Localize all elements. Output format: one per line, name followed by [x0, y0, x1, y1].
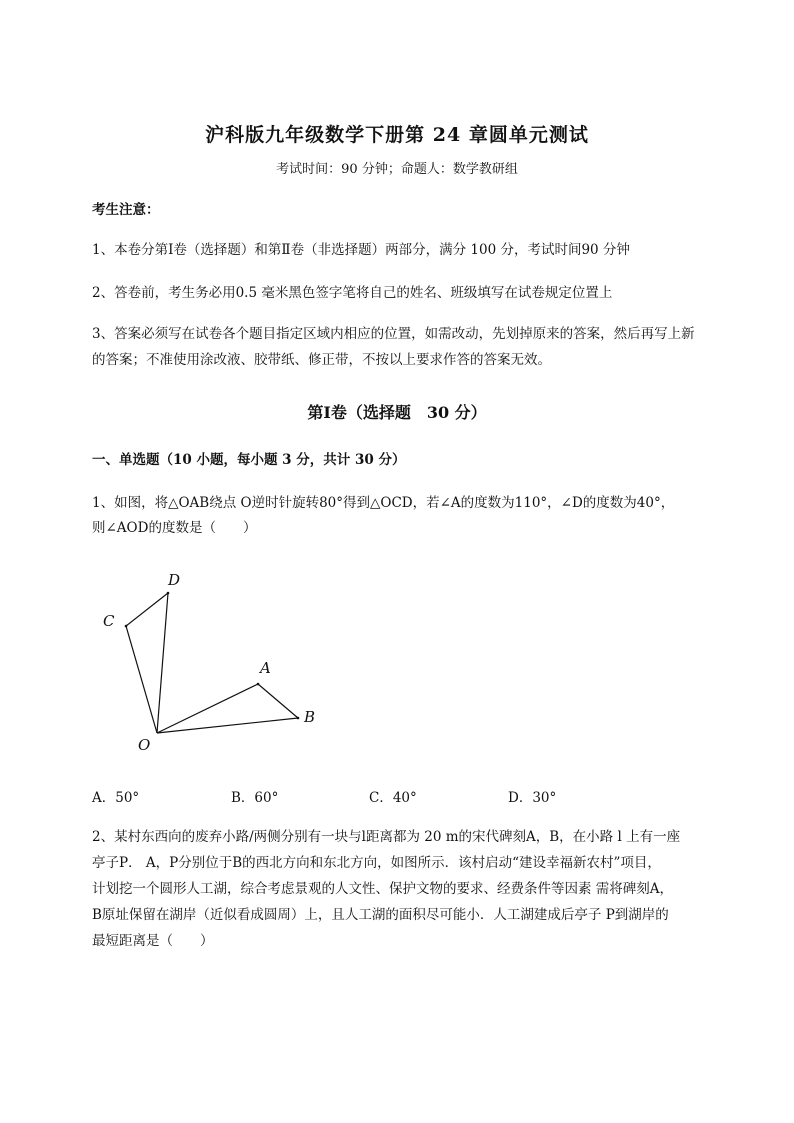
label-a: A [260, 659, 271, 677]
segment-od [157, 593, 168, 733]
notice-item-3-cont: 的答案；不准使用涂改液、胶带纸、修正带，不按以上要求作答的答案无效。 [92, 352, 551, 368]
label-o: O [138, 736, 151, 754]
segment-oa [157, 684, 258, 733]
question-2-line-2: 亭子P． A，P分别位于B的西北方向和东北方向，如图所示．该村启动“建设幸福新农村”项目， [92, 855, 661, 871]
question-2-line-4: B原址保留在湖岸（近似看成圆周）上，且人工湖的面积尽可能小．人工湖建成后亭子 P到湖岸的 [92, 907, 669, 923]
option-c: C．40° [369, 790, 417, 806]
segment-ab [258, 684, 298, 718]
rotation-triangle-figure [90, 560, 340, 760]
option-a: A．50° [92, 790, 140, 806]
part-heading: 一、单选题（10 小题，每小题 3 分，共计 30 分） [92, 452, 406, 468]
question-2-line-5: 最短距离是（ ） [92, 933, 214, 949]
label-b: B [304, 708, 316, 726]
segment-bo [157, 718, 298, 733]
question-1-line-1: 1、如图，将△OAB绕点 O逆时针旋转80°得到△OCD，若∠A的度数为110°，∠D的度数为40°， [92, 495, 675, 511]
question-2-line-3: 计划挖一个圆形人工湖，综合考虑景观的人文性、保护文物的要求、经费条件等因素 需将碑刻A， [92, 881, 674, 897]
notice-item-1: 1、本卷分第Ⅰ卷（选择题）和第Ⅱ卷（非选择题）两部分，满分 100 分，考试时间90 分钟 [92, 242, 630, 258]
option-b: B．60° [231, 790, 279, 806]
option-d: D．30° [508, 790, 557, 806]
question-2-line-1: 2、某村东西向的废弃小路/两侧分别有一块与l距离都为 20 m的宋代碑刻A，B，在小路 l 上有一座 [92, 829, 681, 845]
label-c: C [103, 612, 115, 630]
notice-item-3: 3、答案必须写在试卷各个题目指定区域内相应的位置，如需改动，先划掉原来的答案，然后再写上新 [92, 326, 695, 342]
exam-info: 考试时间：90 分钟；命题人：数学教研组 [276, 162, 518, 177]
notice-heading: 考生注意： [92, 202, 160, 218]
page-title: 沪科版九年级数学下册第 24 章圆单元测试 [205, 124, 589, 146]
question-1-line-2: 则∠AOD的度数是（ ） [92, 520, 257, 536]
segment-co [126, 626, 157, 733]
section-title: 第Ⅰ卷（选择题 30 分） [307, 403, 487, 422]
notice-item-2: 2、答卷前，考生务必用0.5 毫米黑色签字笔将自己的姓名、班级填写在试卷规定位置上 [92, 285, 613, 301]
label-d: D [168, 571, 181, 589]
segment-dc [126, 593, 168, 626]
